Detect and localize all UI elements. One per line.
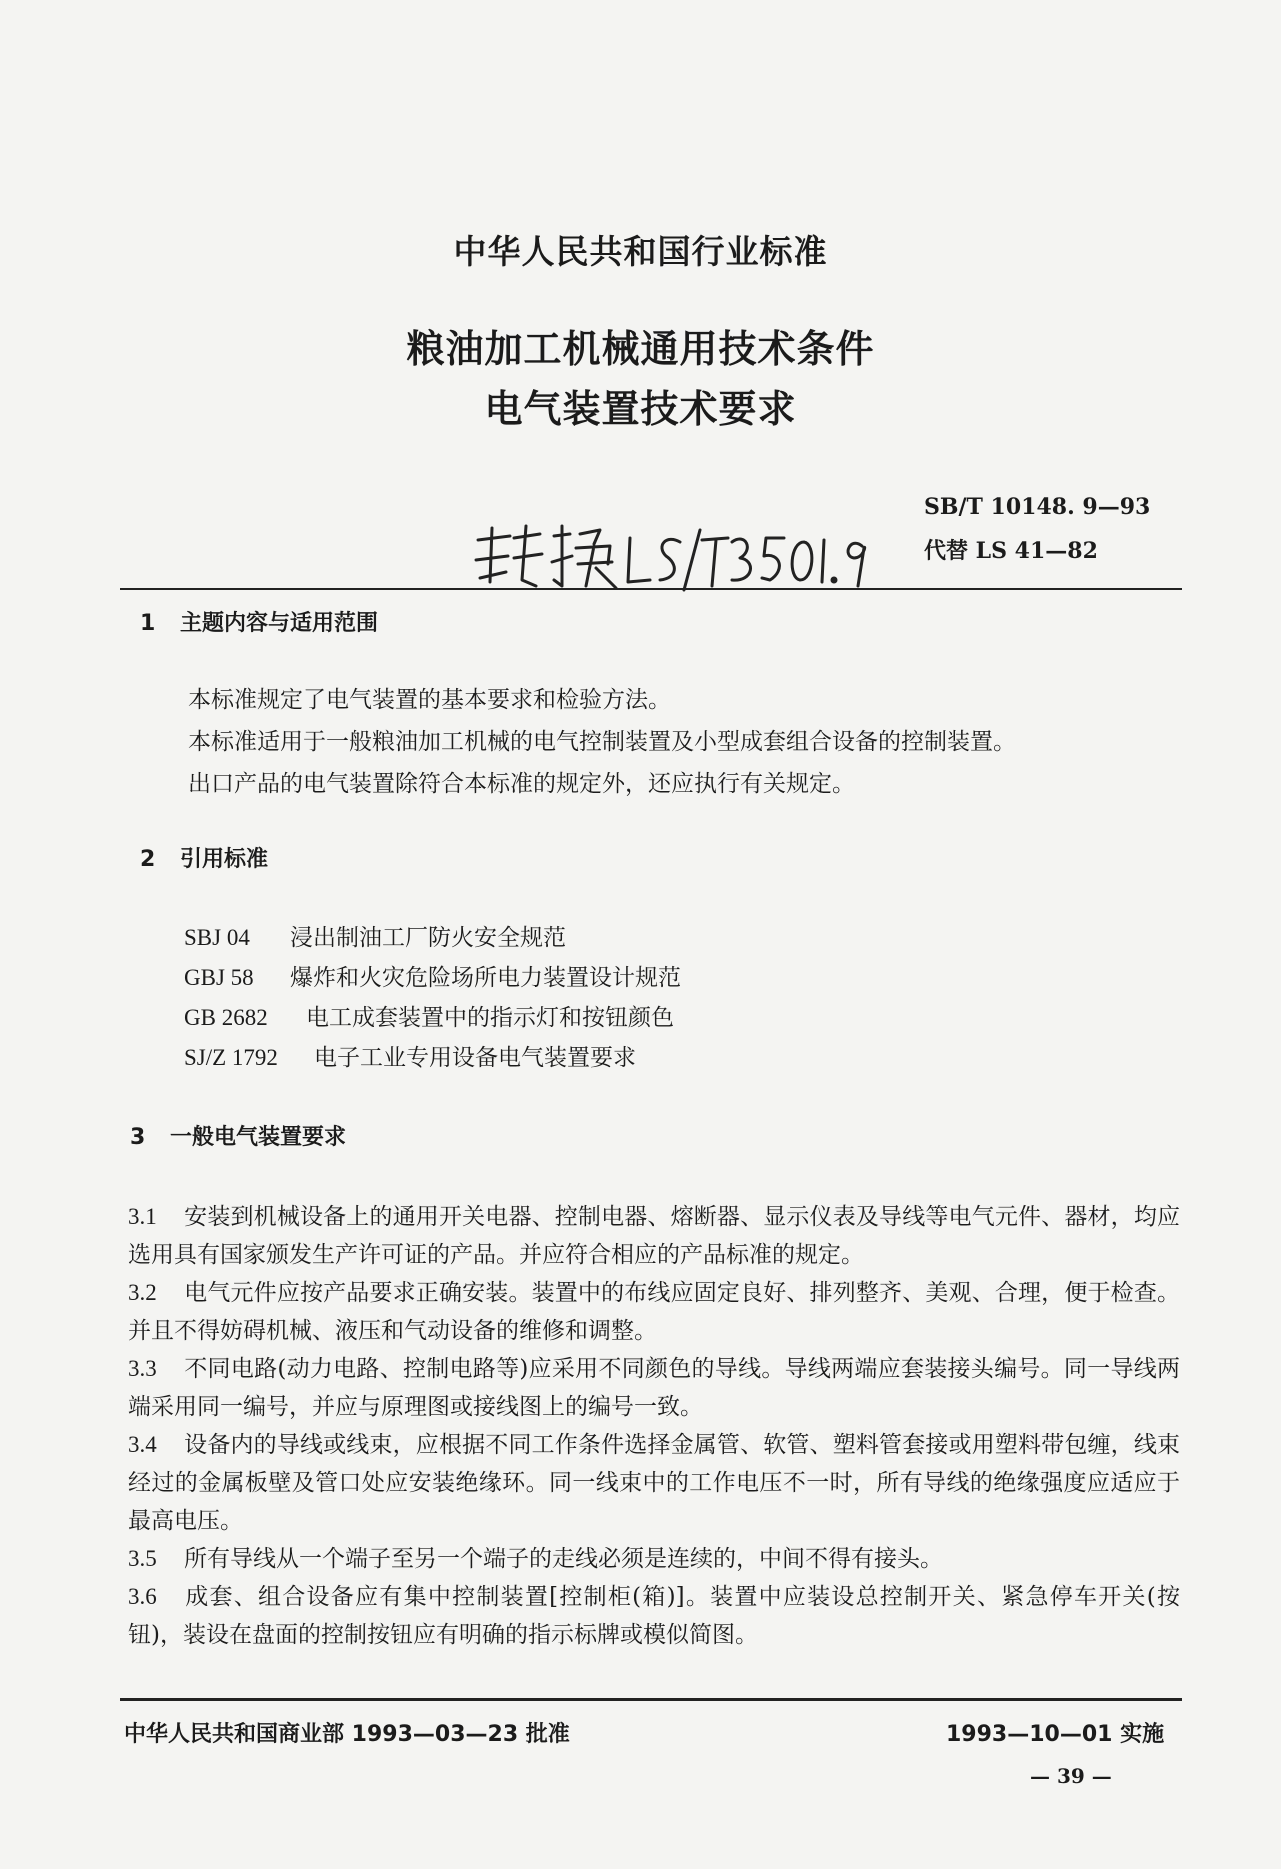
reference-item	[184, 1042, 636, 1074]
clause-text: 成套、组合设备应有集中控制装置[控制柜(箱)]。装置中应装设总控制开关、紧急停车开关(按钮)，装设在盘面的控制按钮应有明确的指示标牌或模似简图。	[128, 1584, 1180, 1648]
clause	[128, 1540, 1180, 1578]
reference-code: SJ/Z 1792	[184, 1045, 278, 1070]
reference-item	[184, 1002, 674, 1034]
header-rule	[120, 588, 1182, 590]
clause	[128, 1426, 1180, 1540]
section-title: 引用标准	[180, 847, 269, 872]
standard-code: SB/T 10148. 9—93	[924, 494, 1151, 520]
section-title: 一般电气装置要求	[170, 1125, 347, 1150]
clause	[128, 1578, 1180, 1654]
clause	[128, 1274, 1180, 1350]
reference-code: GBJ 58	[184, 965, 254, 990]
reference-name: 电工成套装置中的指示灯和按钮颜色	[306, 1005, 674, 1031]
reference-name: 爆炸和火灾危险场所电力装置设计规范	[290, 965, 681, 991]
clause-text: 所有导线从一个端子至另一个端子的走线必须是连续的，中间不得有接头。	[184, 1546, 943, 1572]
reference-item	[184, 922, 566, 954]
reference-code: SBJ 04	[184, 925, 250, 950]
clause-text: 安装到机械设备上的通用开关电器、控制电器、熔断器、显示仪表及导线等电气元件、器材，均应选用具有国家颁发生产许可证的产品。并应符合相应的产品标准的规定。	[128, 1204, 1180, 1268]
clause	[128, 1350, 1180, 1426]
clause-number: 3.2	[128, 1280, 157, 1305]
clause-text: 不同电路(动力电路、控制电路等)应采用不同颜色的导线。导线两端应套装接头编号。同一导线两端采用同一编号，并应与原理图或接线图上的编号一致。	[128, 1356, 1180, 1420]
clause-text: 电气元件应按产品要求正确安装。装置中的布线应固定良好、排列整齐、美观、合理，便于检查。并且不得妨碍机械、液压和气动设备的维修和调整。	[128, 1280, 1180, 1344]
effective-date: 1993—10—01 实施	[946, 1722, 1165, 1747]
paragraph: 本标准适用于一般粮油加工机械的电气控制装置及小型成套组合设备的控制装置。	[188, 729, 1016, 755]
clauses-block	[128, 1198, 1180, 1654]
section-title: 主题内容与适用范围	[180, 611, 379, 636]
section-2-heading	[140, 842, 268, 873]
page-number: — 39 —	[1030, 1764, 1112, 1788]
approval-note: 中华人民共和国商业部 1993—03—23 批准	[124, 1722, 570, 1747]
replaces-standard: 代替 LS 41—82	[924, 538, 1098, 564]
clause-number: 3.6	[128, 1584, 157, 1609]
clause-number: 3.3	[128, 1356, 157, 1381]
reference-item	[184, 962, 681, 994]
standard-category: 中华人民共和国行业标准	[453, 232, 828, 271]
section-number: 2	[140, 847, 156, 872]
clause-number: 3.4	[128, 1432, 157, 1457]
reference-code: GB 2682	[184, 1005, 268, 1030]
paragraph: 出口产品的电气装置除符合本标准的规定外，还应执行有关规定。	[188, 771, 855, 797]
reference-name: 浸出制油工厂防火安全规范	[290, 925, 566, 951]
clause-number: 3.1	[128, 1204, 157, 1229]
clause-number: 3.5	[128, 1546, 157, 1571]
section-number: 3	[130, 1125, 146, 1150]
document-title-line2: 电气装置技术要求	[484, 387, 797, 431]
clause	[128, 1198, 1180, 1274]
paragraph: 本标准规定了电气装置的基本要求和检验方法。	[188, 687, 671, 713]
document-title-line1: 粮油加工机械通用技术条件	[406, 327, 875, 371]
section-3-heading	[130, 1120, 346, 1151]
reference-name: 电子工业专用设备电气装置要求	[314, 1045, 636, 1071]
section-number: 1	[140, 611, 156, 636]
clause-text: 设备内的导线或线束，应根据不同工作条件选择金属管、软管、塑料管套接或用塑料带包缠，线束经过的金属板壁及管口处应安装绝缘环。同一线束中的工作电压不一时，所有导线的绝缘强度应适应于最高电压。	[128, 1432, 1180, 1534]
footer-rule	[120, 1698, 1182, 1701]
section-1-heading	[140, 606, 378, 637]
